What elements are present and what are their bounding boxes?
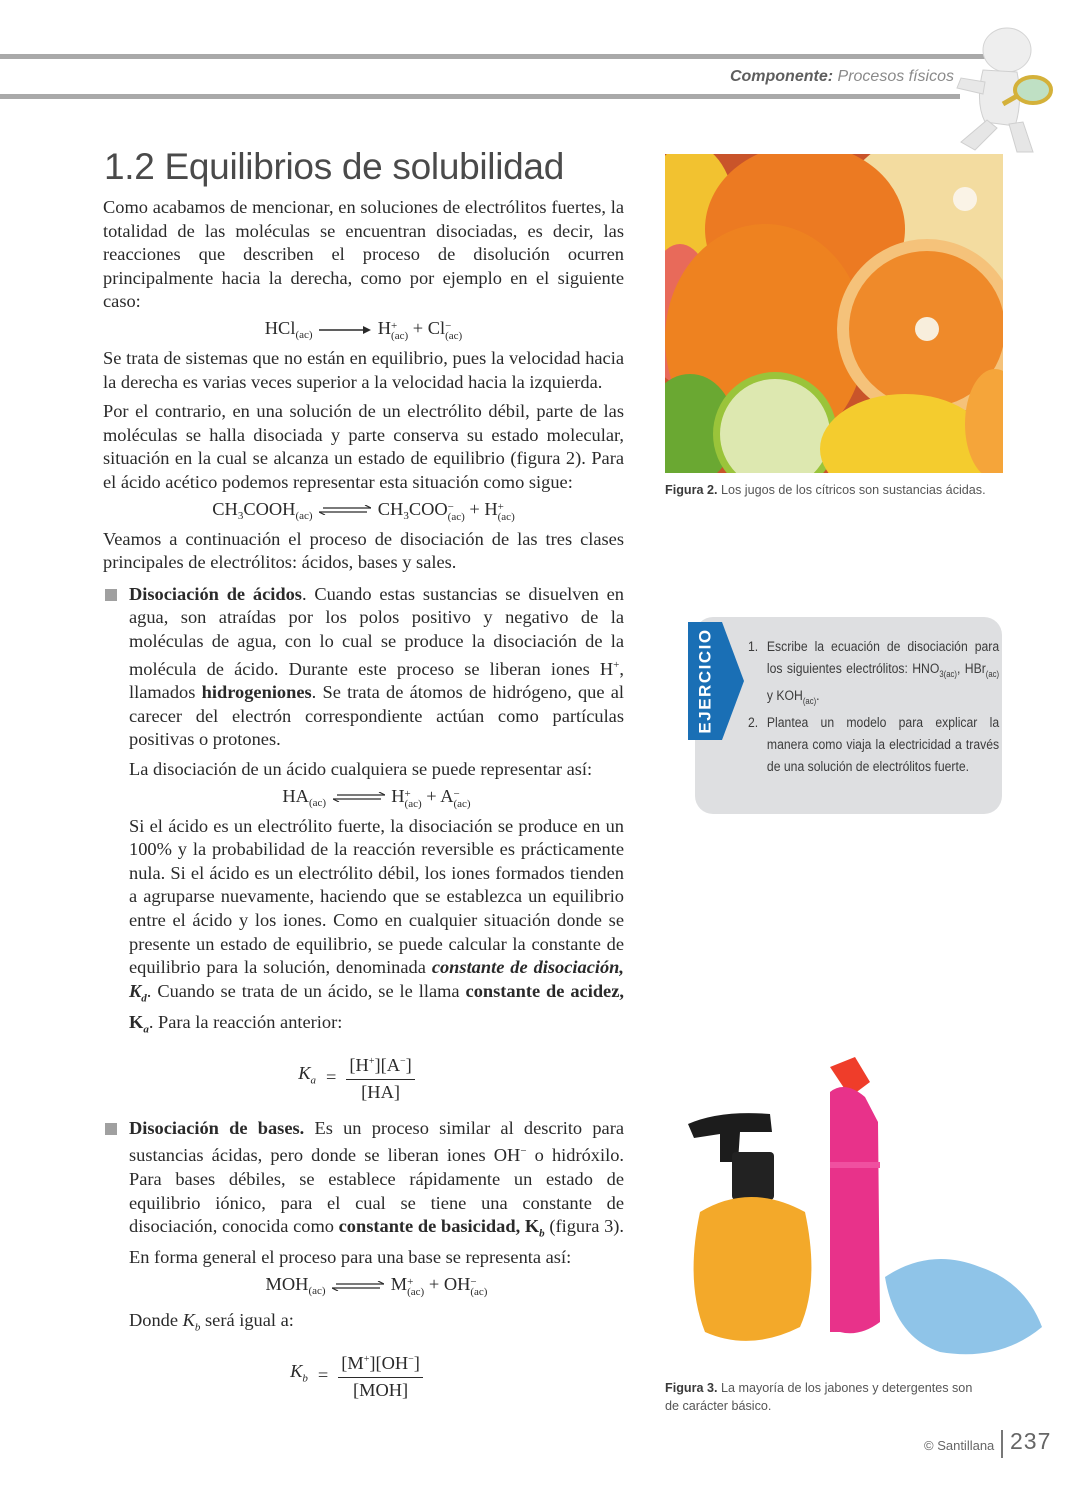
paragraph-three-classes: Veamos a continuación el proceso de disociación de las tres clases principales de electrólitos: ácidos, bases y sales.	[103, 528, 624, 573]
publisher-credit: © Santillana	[924, 1438, 995, 1453]
equation-hcl: HCl$_{(ac)}$ H + (ac) + Cl − (ac)	[264, 317, 463, 342]
equilibrium-arrow-icon	[333, 792, 385, 802]
exercise-item-1: 1. Escribe la ecuación de disociación para los siguientes electrólitos: $HNO_{3(ac)}$, HBr$_{(ac)}$ y $KOH_{(ac)}$.	[748, 639, 1000, 706]
page-number: 237	[1010, 1428, 1052, 1454]
header-rule-bottom	[0, 94, 960, 99]
footer-divider	[1001, 1430, 1003, 1458]
bases-kb-intro: Donde $K_b$ será igual a:	[129, 1309, 294, 1334]
figure-3-caption: Figura 3. La mayoría de los jabones y detergentes son de carácter básico.	[665, 1381, 973, 1413]
paragraph-weak-electrolyte: Por el contrario, en una solución de un electrólito débil, parte de las moléculas se halla disociada y parte conserva su estado molecular, situación en la cual se alcanza un estado de equilibrio (figura 2). Para el ácido acético podemos representar esta situación como sigue:	[103, 401, 624, 492]
paragraph-intro: Como acabamos de mencionar, en soluciones de electrólitos fuertes, la totalidad de las moléculas se encuentran disociadas, es decir, las reacciones que describen el proceso de disolución ocurren principalmente hacia la derecha, como por ejemplo en el siguiente caso:	[103, 197, 624, 312]
section-title: 1.2 Equilibrios de solubilidad	[104, 146, 564, 187]
equilibrium-arrow-icon	[332, 1281, 384, 1291]
equation-acetic-acid: $CH_3COOH_{(ac)}$ $CH_3COO$ − (ac) + H + (ac)	[212, 498, 515, 523]
figure-2-caption: Figura 2. Los jugos de los cítricos son sustancias ácidas.	[665, 483, 986, 497]
equation-ha: $HA_{(ac)}$ H + (ac) + A − (ac)	[282, 785, 471, 810]
equation-moh: $MOH_{(ac)}$ M + (ac) + OH − (ac)	[265, 1273, 488, 1298]
main-text-column	[103, 196, 624, 1403]
bases-paragraph: Disociación de bases. Es un proceso similar al descrito para sustancias ácidas, pero donde se liberan iones OH− o hidróxilo. Para bases débiles, se establece rápidamente un estado de equilibrio iónico, para el cual se tiene una constante de disociación, conocida como constante de basicidad, $K_b$ (figura 3). En forma general el proceso para una base se representa así:	[129, 1117, 625, 1268]
list-item-acids	[103, 583, 624, 1105]
mascot-magnifier-illustration	[905, 22, 1065, 162]
formula-ka: $K_a$ = $\frac{[H^+][A^-]}{[HA]}$	[129, 1050, 624, 1104]
citrus-fruits-photo	[665, 154, 1003, 473]
exercise-list	[748, 636, 1000, 778]
component-key: Componente:	[729, 68, 834, 85]
exercise-item-2: 2. Plantea un modelo para explicar la manera como viaja la electricidad a través de una solución de electrólitos fuerte.	[748, 714, 1000, 775]
equilibrium-arrow-icon	[319, 505, 371, 515]
acids-general-representation: La disociación de un ácido cualquiera se puede representar así:	[129, 759, 593, 779]
paragraph-not-equilibrium: Se trata de sistemas que no están en equilibrio, pues la velocidad hacia la derecha es varias veces superior a la velocidad hacia la izquierda.	[103, 347, 624, 392]
square-bullet-icon	[105, 589, 117, 601]
header-rule-top	[0, 54, 1000, 59]
formula-kb: $K_b$ = $\frac{[M^+][OH^-]}{\text{[MOH]}}$	[129, 1348, 624, 1402]
soaps-detergents-photo	[680, 1052, 1060, 1370]
acids-paragraph: Disociación de ácidos. Cuando estas sustancias se disuelven en agua, son atraídas por los polos positivo y negativo de la moléculas de agua, con lo cual se produce la disociación de la molécula de ácido. Durante este proceso se liberan iones H+, llamados hidrogeniones. Se trata de átomos de hidrógeno, que al carecer del electrón correspondiente actúan como partículas positivas o protones.	[129, 583, 624, 750]
list-item-bases	[103, 1117, 624, 1403]
component-value: Procesos físicos	[837, 68, 954, 85]
acids-strong-weak-paragraph: Si el ácido es un electrólito fuerte, la disociación se produce en un 100% y la probabilidad de la reacción reversible es prácticamente nula. Si el ácido es un electrólito débil, los iones formados tienden a agruparse nuevamente, haciendo que se establezca un equilibrio entre el ácido y los iones. Como en cualquier situación donde se presente un estado de equilibrio, se puede calcular la constante de equilibrio para la solución, denominada constante de disociación, $K_d$. Cuando se trata de un ácido, se le llama constante de acidez, $K_a$. Para la reacción anterior:	[129, 815, 624, 1036]
exercise-tab-label: EJERCICIO	[696, 628, 716, 734]
square-bullet-icon	[105, 1123, 117, 1135]
forward-arrow-icon	[319, 325, 371, 335]
